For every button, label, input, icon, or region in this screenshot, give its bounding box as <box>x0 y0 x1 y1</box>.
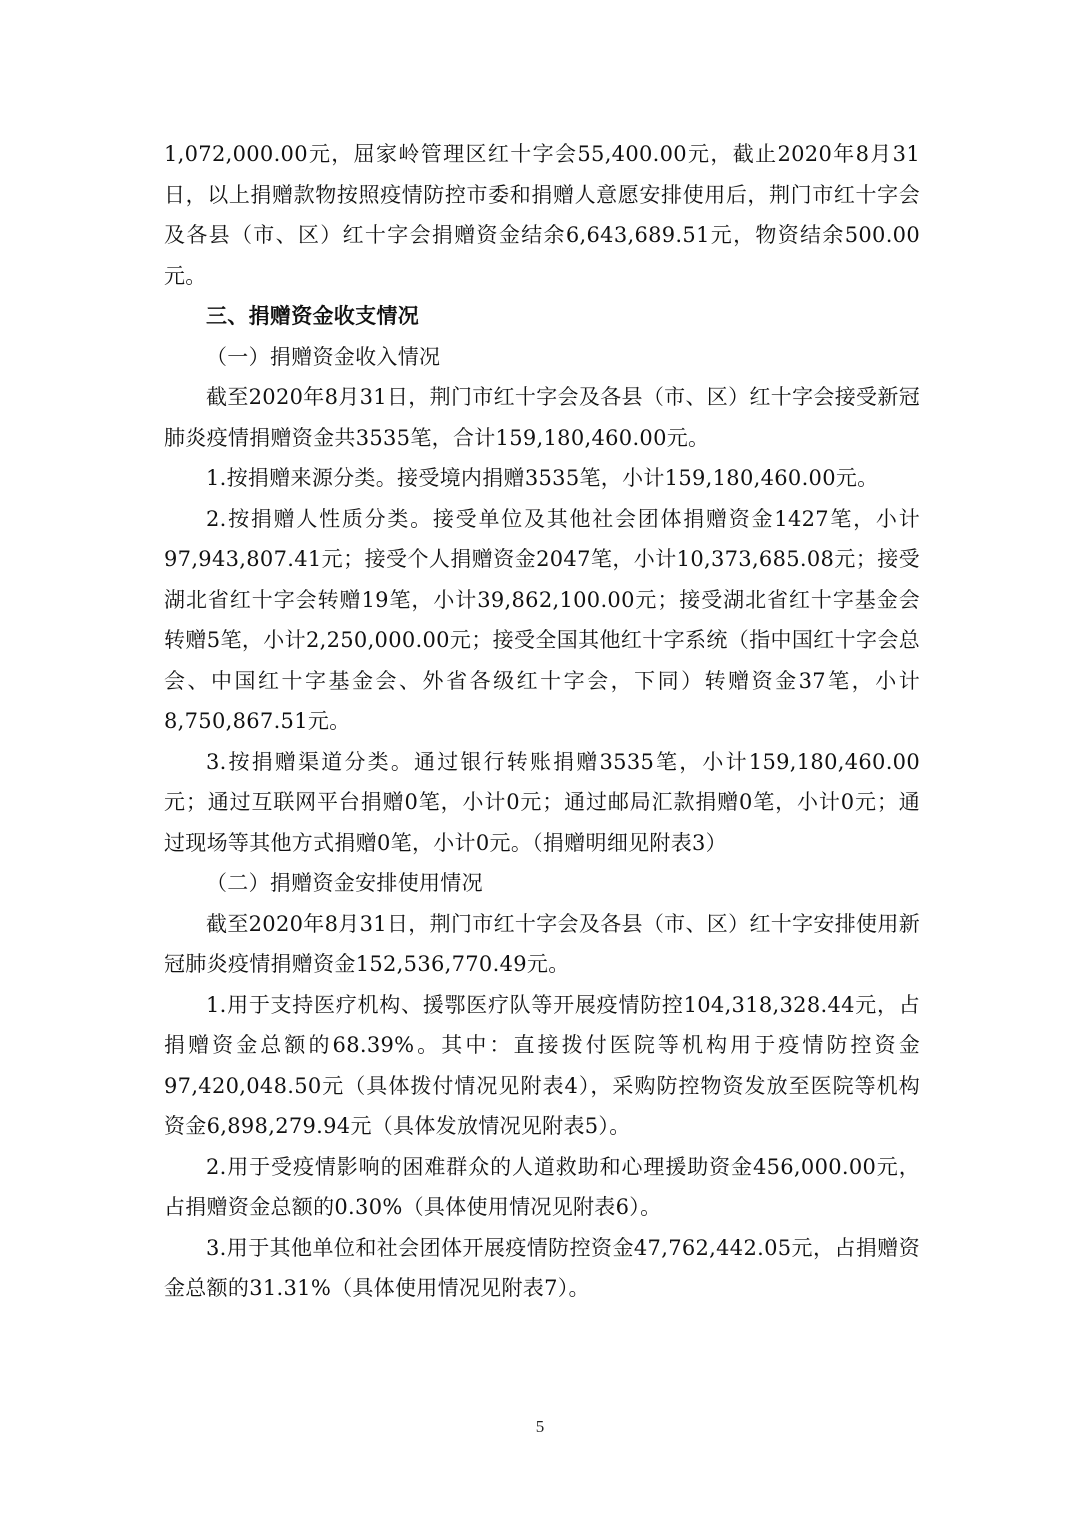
paragraph-usage-medical: 1.用于支持医疗机构、援鄂医疗队等开展疫情防控104,318,328.44元，占捐赠资金总额的68.39%。其中：直接拨付医院等机构用于疫情防控资金97,420,048.50元（具体拨付情况见附表4），采购防控物资发放至医院等机构资金6,898,279.94元（具体发放情况见附表5）。 <box>164 992 920 1138</box>
subheading-usage: （二）捐赠资金安排使用情况 <box>206 871 483 895</box>
paragraph-usage-relief: 2.用于受疫情影响的困难群众的人道救助和心理援助资金456,000.00元，占捐赠资金总额的0.30%（具体使用情况见附表6）。 <box>164 1154 920 1219</box>
page-number: 5 <box>535 1417 545 1436</box>
paragraph-income-by-donor-type: 2.按捐赠人性质分类。接受单位及其他社会团体捐赠资金1427笔，小计97,943,807.41元；接受个人捐赠资金2047笔，小计10,373,685.08元；接受湖北省红十字会转赠19笔，小计39,862,100.00元；接受湖北省红十字基金会转赠5笔，小计2,250,000.00元；接受全国其他红十字系统（指中国红十字会总会、中国红十字基金会、外省各级红十字会，下同）转赠资金37笔，小计8,750,867.51元。 <box>164 506 920 733</box>
document-body <box>164 134 920 1309</box>
paragraph-income-by-source: 1.按捐赠来源分类。接受境内捐赠3535笔，小计159,180,460.00元。 <box>206 466 879 490</box>
paragraph-carryover: 1,072,000.00元，屈家岭管理区红十字会55,400.00元，截止2020年8月31日，以上捐赠款物按照疫情防控市委和捐赠人意愿安排使用后，荆门市红十字会及各县（市、区）红十字会捐赠资金结余6,643,689.51元，物资结余500.00元。 <box>164 142 920 288</box>
paragraph-income-summary: 截至2020年8月31日，荆门市红十字会及各县（市、区）红十字会接受新冠肺炎疫情捐赠资金共3535笔，合计159,180,460.00元。 <box>164 385 920 450</box>
paragraph-usage-other: 3.用于其他单位和社会团体开展疫情防控资金47,762,442.05元，占捐赠资金总额的31.31%（具体使用情况见附表7）。 <box>164 1235 920 1300</box>
subheading-income: （一）捐赠资金收入情况 <box>206 344 441 369</box>
paragraph-income-by-channel: 3.按捐赠渠道分类。通过银行转账捐赠3535笔，小计159,180,460.00元；通过互联网平台捐赠0笔，小计0元；通过邮局汇款捐赠0笔，小计0元；通过现场等其他方式捐赠0笔，小计0元。（捐赠明细见附表3） <box>164 749 920 855</box>
paragraph-usage-summary: 截至2020年8月31日，荆门市红十字会及各县（市、区）红十字安排使用新冠肺炎疫情捐赠资金152,536,770.49元。 <box>164 911 920 976</box>
section-heading-donation-funds: 三、捐赠资金收支情况 <box>206 304 419 328</box>
